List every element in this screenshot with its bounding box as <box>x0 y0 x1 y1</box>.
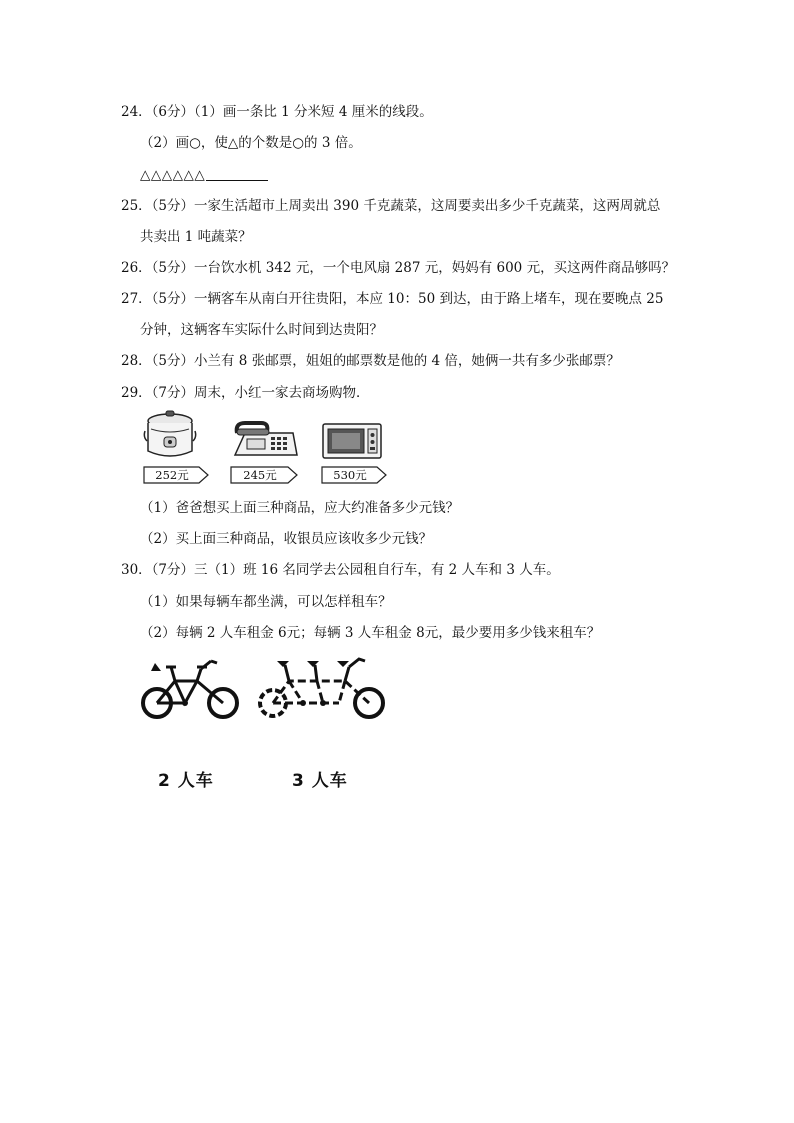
price-tag-telephone <box>230 466 298 484</box>
q28-line1: 28．（5分）小兰有 8 张邮票，姐姐的邮票数是他的 4 倍，她俩一共有多少张邮票？ <box>121 353 620 369</box>
q25-line1: 25．（5分）一家生活超市上周卖出 390 千克蔬菜，这周要卖出多少千克蔬菜，这两周就总 <box>121 198 661 214</box>
q24-line2: （2）画○，使△的个数是○的 3 倍。 <box>140 135 362 151</box>
price-tag-microwave <box>321 466 387 484</box>
q26-line1: 26．（5分）一台饮水机 342 元，一个电风扇 287 元，妈妈有 600 元，买这两件商品够吗？ <box>121 260 676 276</box>
q27-line2: 分钟，这辆客车实际什么时间到达贵阳？ <box>140 322 383 338</box>
q29-line1: 29．（7分）周末，小红一家去商场购物． <box>121 385 370 401</box>
q29-sub2: （2）买上面三种商品，收银员应该收多少元钱？ <box>140 531 433 547</box>
q30-sub2: （2）每辆 2 人车租金 6元；每辆 3 人车租金 8元，最少要用多少钱来租车？ <box>140 625 601 641</box>
microwave-image <box>321 420 383 462</box>
price-rice-cooker: 252元 <box>155 468 189 482</box>
rice-cooker-image <box>143 409 197 463</box>
bike-label-two: 2 人车 <box>158 771 214 791</box>
q24-answer-blank[interactable] <box>206 180 268 181</box>
telephone-image <box>231 419 299 461</box>
bike-label-three: 3 人车 <box>292 771 348 791</box>
q24-triangles-row <box>140 166 268 184</box>
q30-line1: 30．（7分）三（1）班 16 名同学去公园租自行车，有 2 人车和 3 人车。 <box>121 562 560 578</box>
three-person-bike-image <box>255 651 389 723</box>
q24-line1: 24．（6分）（1）画一条比 1 分米短 4 厘米的线段。 <box>121 104 433 120</box>
two-person-bike-image <box>139 653 241 723</box>
price-telephone: 245元 <box>243 468 277 482</box>
q24-triangles: △△△△△△ <box>140 167 206 183</box>
q29-sub1: （1）爸爸想买上面三种商品，应大约准备多少元钱？ <box>140 500 460 516</box>
q27-line1: 27．（5分）一辆客车从南白开往贵阳，本应 10：50 到达，由于路上堵车，现在要晚点 25 <box>121 291 664 307</box>
q25-line2: 共卖出 1 吨蔬菜？ <box>140 229 252 245</box>
q30-sub1: （1）如果每辆车都坐满，可以怎样租车？ <box>140 594 392 610</box>
price-tag-rice-cooker <box>143 466 209 484</box>
price-microwave: 530元 <box>333 468 367 482</box>
